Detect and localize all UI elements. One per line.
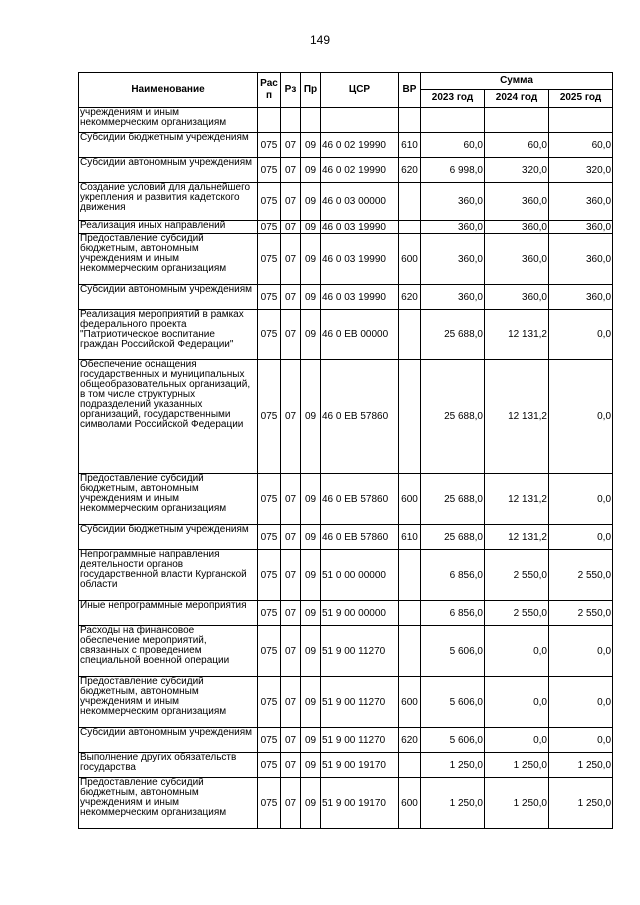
table-row [79, 728, 613, 753]
cell-csr: 51 9 00 11270 [321, 728, 399, 753]
cell-rz: 07 [281, 474, 301, 525]
cell-2024: 12 131,2 [485, 360, 549, 474]
cell-vr: 620 [399, 728, 421, 753]
header-name: Наименование [79, 73, 258, 108]
cell-2023: 6 856,0 [421, 550, 485, 601]
cell-rasp: 075 [258, 221, 281, 234]
cell-pr: 09 [301, 234, 321, 285]
cell-rasp: 075 [258, 753, 281, 778]
cell-csr: 46 0 03 00000 [321, 183, 399, 221]
cell-rasp: 075 [258, 778, 281, 829]
header-year-2025: 2025 год [549, 89, 613, 107]
table-header [79, 73, 613, 108]
cell-pr: 09 [301, 601, 321, 626]
cell-csr: 46 0 EB 57860 [321, 525, 399, 550]
cell-vr [399, 626, 421, 677]
cell-csr: 46 0 03 19990 [321, 234, 399, 285]
cell-rz [281, 108, 301, 133]
cell-rasp: 075 [258, 360, 281, 474]
cell-2023: 25 688,0 [421, 474, 485, 525]
table-row [79, 753, 613, 778]
cell-2023: 1 250,0 [421, 778, 485, 829]
header-rz: Рз [281, 73, 301, 108]
cell-2024: 0,0 [485, 626, 549, 677]
cell-2025: 360,0 [549, 183, 613, 221]
cell-name: Реализация мероприятий в рамках федерального проекта "Патриотическое воспитание граждан Российской Федерации" [79, 310, 258, 360]
cell-vr [399, 310, 421, 360]
cell-rz: 07 [281, 677, 301, 728]
cell-2024: 12 131,2 [485, 310, 549, 360]
table-row [79, 525, 613, 550]
cell-2024: 0,0 [485, 677, 549, 728]
cell-2025: 360,0 [549, 285, 613, 310]
cell-2025: 0,0 [549, 474, 613, 525]
cell-rz: 07 [281, 601, 301, 626]
cell-pr: 09 [301, 525, 321, 550]
cell-name: Субсидии автономным учреждениям [79, 285, 258, 310]
cell-vr [399, 601, 421, 626]
cell-2025: 360,0 [549, 234, 613, 285]
table-row [79, 310, 613, 360]
cell-rz: 07 [281, 234, 301, 285]
table-row [79, 108, 613, 133]
table-row [79, 221, 613, 234]
cell-rasp: 075 [258, 601, 281, 626]
cell-2024: 360,0 [485, 285, 549, 310]
cell-csr: 51 0 00 00000 [321, 550, 399, 601]
cell-2024: 2 550,0 [485, 601, 549, 626]
cell-2023: 25 688,0 [421, 310, 485, 360]
cell-csr: 46 0 EB 57860 [321, 360, 399, 474]
cell-2024: 12 131,2 [485, 474, 549, 525]
cell-2023: 5 606,0 [421, 626, 485, 677]
cell-pr: 09 [301, 285, 321, 310]
cell-rasp: 075 [258, 525, 281, 550]
cell-vr: 600 [399, 778, 421, 829]
cell-2023: 360,0 [421, 234, 485, 285]
cell-vr [399, 183, 421, 221]
cell-2025 [549, 108, 613, 133]
cell-csr: 46 0 02 19990 [321, 158, 399, 183]
cell-2023: 360,0 [421, 183, 485, 221]
cell-rasp: 075 [258, 158, 281, 183]
cell-2023: 360,0 [421, 221, 485, 234]
cell-name: Непрограммные направления деятельности органов государственной власти Курганской области [79, 550, 258, 601]
cell-pr: 09 [301, 310, 321, 360]
cell-name: Субсидии бюджетным учреждениям [79, 133, 258, 158]
cell-rz: 07 [281, 360, 301, 474]
cell-2025: 320,0 [549, 158, 613, 183]
cell-2025: 0,0 [549, 360, 613, 474]
cell-2024: 360,0 [485, 183, 549, 221]
cell-csr: 51 9 00 19170 [321, 778, 399, 829]
cell-rasp [258, 108, 281, 133]
cell-csr: 46 0 EB 00000 [321, 310, 399, 360]
header-csr: ЦСР [321, 73, 399, 108]
cell-vr [399, 108, 421, 133]
cell-rasp: 075 [258, 183, 281, 221]
cell-pr: 09 [301, 778, 321, 829]
cell-name: Субсидии бюджетным учреждениям [79, 525, 258, 550]
budget-table [78, 72, 613, 829]
cell-2025: 60,0 [549, 133, 613, 158]
cell-csr: 51 9 00 11270 [321, 626, 399, 677]
cell-name: Обеспечение оснащения государственных и муниципальных общеобразовательных организаций, в том числе структурных подразделений указанных организаций, государственными символами Российской Федерации [79, 360, 258, 474]
cell-rz: 07 [281, 550, 301, 601]
cell-rasp: 075 [258, 626, 281, 677]
header-sum: Сумма [421, 73, 613, 90]
cell-2023: 6 856,0 [421, 601, 485, 626]
cell-pr: 09 [301, 626, 321, 677]
cell-2023: 60,0 [421, 133, 485, 158]
cell-csr: 46 0 EB 57860 [321, 474, 399, 525]
table-row [79, 550, 613, 601]
cell-2023: 25 688,0 [421, 525, 485, 550]
cell-2025: 0,0 [549, 626, 613, 677]
cell-rz: 07 [281, 183, 301, 221]
cell-pr: 09 [301, 221, 321, 234]
cell-name: Реализация иных направлений [79, 221, 258, 234]
cell-rz: 07 [281, 133, 301, 158]
page-number: 149 [309, 33, 331, 47]
cell-2023: 6 998,0 [421, 158, 485, 183]
table-row [79, 285, 613, 310]
table-row [79, 183, 613, 221]
cell-2025: 0,0 [549, 728, 613, 753]
header-vr: ВР [399, 73, 421, 108]
cell-2023: 1 250,0 [421, 753, 485, 778]
cell-rasp: 075 [258, 474, 281, 525]
cell-2025: 0,0 [549, 310, 613, 360]
cell-2025: 1 250,0 [549, 753, 613, 778]
table-row [79, 601, 613, 626]
cell-pr: 09 [301, 677, 321, 728]
table-body [79, 108, 613, 829]
cell-2023 [421, 108, 485, 133]
cell-csr: 51 9 00 19170 [321, 753, 399, 778]
cell-vr [399, 221, 421, 234]
cell-vr: 610 [399, 133, 421, 158]
cell-rz: 07 [281, 285, 301, 310]
cell-2023: 25 688,0 [421, 360, 485, 474]
cell-2024: 320,0 [485, 158, 549, 183]
cell-vr: 600 [399, 474, 421, 525]
cell-name: Предоставление субсидий бюджетным, автономным учреждениям и иным некоммерческим организациям [79, 474, 258, 525]
cell-rz: 07 [281, 158, 301, 183]
cell-rasp: 075 [258, 550, 281, 601]
table-row [79, 133, 613, 158]
cell-pr: 09 [301, 183, 321, 221]
cell-2025: 0,0 [549, 525, 613, 550]
cell-name: Субсидии автономным учреждениям [79, 728, 258, 753]
cell-rz: 07 [281, 310, 301, 360]
table-row [79, 158, 613, 183]
cell-name: Расходы на финансовое обеспечение мероприятий, связанных с проведением специальной военной операции [79, 626, 258, 677]
cell-2024: 360,0 [485, 234, 549, 285]
cell-2024: 1 250,0 [485, 753, 549, 778]
cell-2024: 12 131,2 [485, 525, 549, 550]
cell-name: Предоставление субсидий бюджетным, автономным учреждениям и иным некоммерческим организациям [79, 234, 258, 285]
cell-name: учреждениям и иным некоммерческим организациям [79, 108, 258, 133]
cell-pr: 09 [301, 360, 321, 474]
cell-name: Субсидии автономным учреждениям [79, 158, 258, 183]
cell-rasp: 075 [258, 234, 281, 285]
cell-2025: 0,0 [549, 677, 613, 728]
cell-rasp: 075 [258, 677, 281, 728]
cell-csr: 46 0 02 19990 [321, 133, 399, 158]
cell-vr [399, 753, 421, 778]
cell-name: Выполнение других обязательств государства [79, 753, 258, 778]
cell-rz: 07 [281, 525, 301, 550]
cell-2025: 1 250,0 [549, 778, 613, 829]
cell-2024: 1 250,0 [485, 778, 549, 829]
cell-2024: 360,0 [485, 221, 549, 234]
cell-2025: 2 550,0 [549, 601, 613, 626]
cell-rasp: 075 [258, 728, 281, 753]
cell-name: Иные непрограммные мероприятия [79, 601, 258, 626]
cell-rz: 07 [281, 626, 301, 677]
cell-rz: 07 [281, 753, 301, 778]
table-row [79, 474, 613, 525]
cell-2023: 360,0 [421, 285, 485, 310]
cell-csr: 46 0 03 19990 [321, 221, 399, 234]
cell-pr: 09 [301, 158, 321, 183]
cell-name: Предоставление субсидий бюджетным, автономным учреждениям и иным некоммерческим организациям [79, 778, 258, 829]
cell-pr: 09 [301, 753, 321, 778]
cell-2025: 360,0 [549, 221, 613, 234]
table-row [79, 234, 613, 285]
cell-csr: 51 9 00 00000 [321, 601, 399, 626]
cell-vr [399, 550, 421, 601]
cell-2024: 0,0 [485, 728, 549, 753]
table-row [79, 360, 613, 474]
cell-rasp: 075 [258, 285, 281, 310]
cell-vr [399, 360, 421, 474]
cell-pr: 09 [301, 550, 321, 601]
cell-name: Создание условий для дальнейшего укрепления и развития кадетского движения [79, 183, 258, 221]
cell-csr: 46 0 03 19990 [321, 285, 399, 310]
cell-2025: 2 550,0 [549, 550, 613, 601]
cell-2023: 5 606,0 [421, 728, 485, 753]
cell-rz: 07 [281, 728, 301, 753]
cell-2024 [485, 108, 549, 133]
table-row [79, 626, 613, 677]
header-year-2024: 2024 год [485, 89, 549, 107]
table-row [79, 778, 613, 829]
table-row [79, 677, 613, 728]
cell-2023: 5 606,0 [421, 677, 485, 728]
cell-vr: 620 [399, 158, 421, 183]
cell-csr: 51 9 00 11270 [321, 677, 399, 728]
cell-rz: 07 [281, 778, 301, 829]
cell-2024: 60,0 [485, 133, 549, 158]
cell-rz: 07 [281, 221, 301, 234]
cell-vr: 600 [399, 677, 421, 728]
header-rasp: Рас п [258, 73, 281, 108]
cell-pr: 09 [301, 133, 321, 158]
cell-vr: 600 [399, 234, 421, 285]
cell-pr: 09 [301, 728, 321, 753]
cell-rasp: 075 [258, 133, 281, 158]
cell-name: Предоставление субсидий бюджетным, автономным учреждениям и иным некоммерческим организациям [79, 677, 258, 728]
cell-vr: 620 [399, 285, 421, 310]
cell-pr [301, 108, 321, 133]
cell-rasp: 075 [258, 310, 281, 360]
cell-pr: 09 [301, 474, 321, 525]
header-pr: Пр [301, 73, 321, 108]
header-year-2023: 2023 год [421, 89, 485, 107]
cell-2024: 2 550,0 [485, 550, 549, 601]
cell-vr: 610 [399, 525, 421, 550]
cell-csr [321, 108, 399, 133]
